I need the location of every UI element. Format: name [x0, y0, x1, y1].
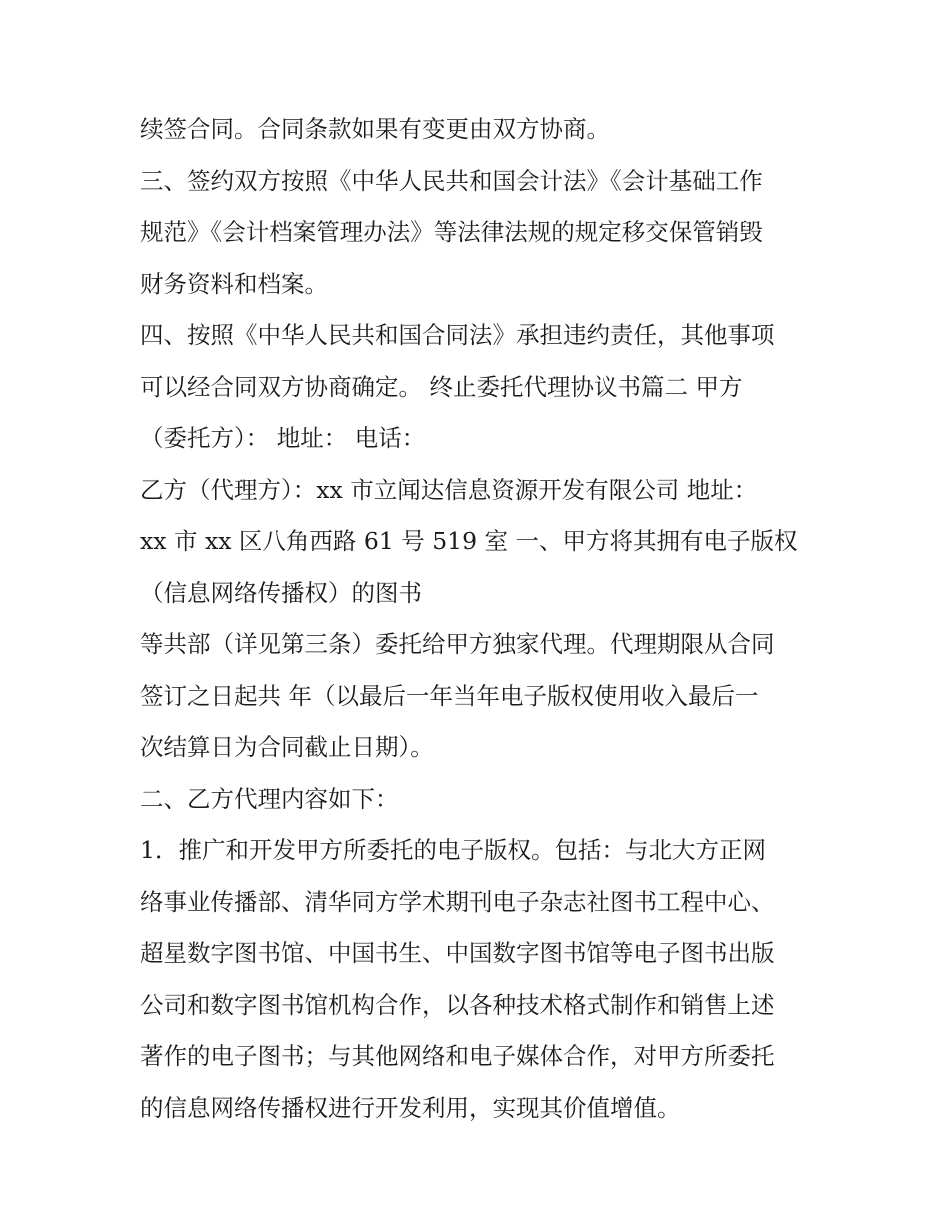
text-line: 三、签约双方按照《中华人民共和国会计法》《会计基础工作 — [140, 166, 763, 195]
text-line: （信息网络传播权）的图书 — [140, 578, 422, 607]
text-line: 可以经合同双方协商确定。 终止委托代理协议书篇二 甲方 — [140, 372, 743, 401]
text-line: 络事业传播部、清华同方学术期刊电子杂志社图书工程中心、 — [140, 887, 775, 916]
text-line: 著作的电子图书；与其他网络和电子媒体合作，对甲方所委托 — [140, 1042, 775, 1070]
text-line: 规范》《会计档案管理办法》等法律法规的规定移交保管销毁 — [140, 218, 763, 246]
text-line: 二、乙方代理内容如下： — [140, 784, 399, 813]
text-line: xx 市 xx 区八角西路 61 号 519 室 一、甲方将其拥有电子版权 — [140, 527, 798, 555]
document-body — [140, 104, 820, 1134]
text-line: 四、按照《中华人民共和国合同法》承担违约责任，其他事项 — [140, 321, 775, 349]
text-line: 次结算日为合同截止日期）。 — [140, 733, 434, 761]
text-line: 的信息网络传播权进行开发利用，实现其价值增值。 — [140, 1093, 681, 1122]
text-line: 续签合同。合同条款如果有变更由双方协商。 — [140, 115, 610, 143]
text-line: 财务资料和档案。 — [140, 269, 328, 298]
text-line: 超星数字图书馆、中国书生、中国数字图书馆等电子图书出版 — [140, 939, 775, 967]
text-line: 乙方（代理方）：xx 市立闻达信息资源开发有限公司 地址： — [140, 475, 758, 504]
text-line: 1．推广和开发甲方所委托的电子版权。包括：与北大方正网 — [140, 836, 766, 864]
text-line: （委托方）： 地址： 电话： — [140, 424, 426, 452]
text-line: 等共部（详见第三条）委托给甲方独家代理。代理期限从合同 — [140, 630, 775, 658]
text-line: 签订之日起共 年（以最后一年当年电子版权使用收入最后一 — [140, 681, 759, 710]
text-line: 公司和数字图书馆机构合作，以各种技术格式制作和销售上述 — [140, 990, 775, 1019]
